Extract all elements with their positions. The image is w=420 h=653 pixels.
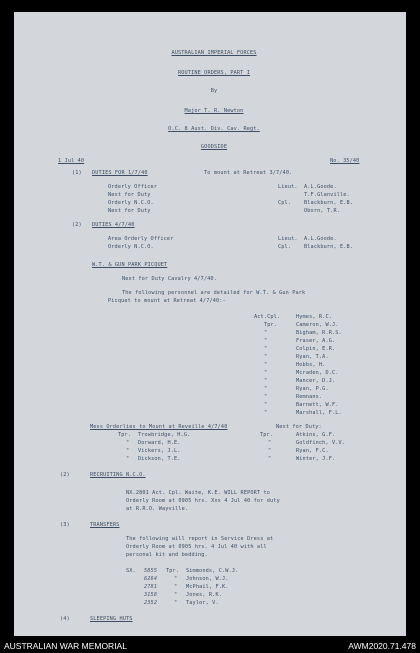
- picquet-name: Cameron, W.J.: [296, 322, 339, 328]
- footer-bar: [0, 640, 420, 653]
- picquet-rank: ": [264, 410, 268, 416]
- picquet-name: Barnett, W.F.: [296, 402, 339, 408]
- picquet-name: Mancer, D.J.: [296, 378, 336, 384]
- picquet-name: Remnans.: [296, 394, 323, 400]
- mess-name: Winter, J.F.: [296, 456, 336, 462]
- header-line5: O.C. 8 Aust. Div. Cav. Regt.: [168, 126, 260, 132]
- picquet-rank: Tpr.: [264, 322, 278, 328]
- transfer-name: Jones, R.K.: [186, 592, 223, 598]
- footer-credit: AUSTRALIAN WAR MEMORIAL: [4, 641, 127, 651]
- picquet-name: Marshall, F.L.: [296, 410, 342, 416]
- duty-role: Orderly N.C.O.: [108, 244, 154, 250]
- picquet-rank: ": [264, 402, 268, 408]
- transfer-rank: ": [174, 584, 178, 590]
- transfer-number: 6264: [144, 576, 158, 582]
- order-number: No. 35/40: [330, 158, 360, 164]
- mess-name: Ryan, F.C.: [296, 448, 329, 454]
- picquet-rank: ": [264, 386, 268, 392]
- section-number: (2): [72, 222, 82, 228]
- duty-rank: Lieut.: [278, 184, 298, 190]
- duty-name: Blackburn, E.B.: [304, 200, 354, 206]
- picquet-name: Ryan, P.G.: [296, 386, 329, 392]
- picquet-rank: Act.Cpl.: [254, 314, 281, 320]
- recruiting-text: NX.2801 Act. Cpl. Waite, K.E. WILL REPORT to: [126, 490, 271, 496]
- transfer-rank: ": [174, 592, 178, 598]
- picquet-rank: ": [264, 378, 268, 384]
- duty-role: Next for Duty: [108, 208, 151, 214]
- mess-rank: ": [126, 448, 130, 454]
- mess-rank: ": [126, 440, 130, 446]
- duty-role: Orderly N.C.O.: [108, 200, 154, 206]
- mess-name: Vickers, J.L.: [138, 448, 181, 454]
- header-line4: Major T. R. Newton: [184, 108, 244, 114]
- header-line1: AUSTRALIAN IMPERIAL FORCES: [171, 50, 257, 56]
- section-title: DUTIES FOR 1/7/40: [92, 170, 148, 176]
- transfer-name: Johnson, W.J.: [186, 576, 229, 582]
- section-title: RECRUITING N.C.O.: [90, 472, 146, 478]
- recruiting-text: Orderly Room at 0905 hrs. Xxx 4 Jul 40 for duty: [126, 498, 280, 504]
- transfer-number: 2781: [144, 584, 158, 590]
- mess-rank: ": [268, 440, 272, 446]
- picquet-rank: ": [264, 354, 268, 360]
- mess-name: Dorward, H.E.: [138, 440, 181, 446]
- picquet-rank: ": [264, 338, 268, 344]
- transfer-name: Taylor, V.: [186, 600, 219, 606]
- section-number: (4): [60, 616, 70, 622]
- picquet-name: Fraser, A.G.: [296, 338, 336, 344]
- mess-name: Goldfinch, V.V.: [296, 440, 346, 446]
- transfer-name: Simmonds, C.W.J.: [186, 568, 239, 574]
- transfer-rank: ": [174, 576, 178, 582]
- mess-name: Atkins, G.F.: [296, 432, 336, 438]
- picquet-intro: Picquet to mount at Retreat 4/7/40:-: [108, 298, 226, 304]
- picquet-rank: ": [264, 394, 268, 400]
- transfer-number: 2352: [144, 600, 158, 606]
- recruiting-text: at R.R.O. Wayville.: [126, 506, 189, 512]
- mess-rank: ": [268, 456, 272, 462]
- transfer-name: McPhail, F.K.: [186, 584, 229, 590]
- duty-name: A.L.Goode.: [304, 236, 337, 242]
- picquet-name: Hobbs, H.: [296, 362, 326, 368]
- order-date: 1 Jul 40: [58, 158, 85, 164]
- transfers-text: personal kit and bedding.: [126, 552, 208, 558]
- header-line2: ROUTINE ORDERS, PART I: [177, 70, 251, 76]
- mess-name: Trowbridge, H.G.: [138, 432, 191, 438]
- header-line6: GOODSIDE: [200, 144, 228, 150]
- transfer-number: 3158: [144, 592, 158, 598]
- footer-accession-number: AWM2020.71.478: [348, 641, 416, 651]
- section-title: DUTIES 4/7/40: [92, 222, 135, 228]
- section-title: SLEEPING HUTS: [90, 616, 133, 622]
- duty-name: T.F.Glanville.: [304, 192, 350, 198]
- duty-name: Blackburn, E.B.: [304, 244, 354, 250]
- picquet-name: Hymes, R.C.: [296, 314, 333, 320]
- section-note: To mount at Retreat 3/7/40.: [204, 170, 293, 176]
- transfer-prefix: SX.: [126, 568, 136, 574]
- duty-role: Orderly Officer: [108, 184, 158, 190]
- mess-rank: Tpr.: [118, 432, 132, 438]
- mess-next-heading: Next for Duty:: [276, 424, 322, 430]
- picquet-rank: ": [264, 362, 268, 368]
- picquet-intro: The following personnel are detailed for W.T. & Gun Park: [122, 290, 306, 296]
- duty-name: Oborn, T.R.: [304, 208, 341, 214]
- mess-rank: ": [126, 456, 130, 462]
- picquet-rank: ": [264, 330, 268, 336]
- mess-rank: ": [268, 448, 272, 454]
- section-title: TRANSFERS: [90, 522, 120, 528]
- mess-name: Dickson, T.E.: [138, 456, 181, 462]
- section-number: (2): [60, 472, 70, 478]
- section-number: (1): [72, 170, 82, 176]
- transfer-number: 5855: [144, 568, 158, 574]
- transfers-text: The following will report in Service Dress at: [126, 536, 274, 542]
- header-line3: By: [210, 88, 218, 94]
- picquet-name: Ryan, T.A.: [296, 354, 329, 360]
- duty-name: A.L.Goode.: [304, 184, 337, 190]
- duty-rank: Lieut.: [278, 236, 298, 242]
- picquet-next: Next for Duty Cavalry 4/7/40.: [122, 276, 217, 282]
- picquet-name: Colpin, E.R.: [296, 346, 336, 352]
- picquet-rank: ": [264, 370, 268, 376]
- transfers-text: Orderly Room at 0905 hrs. 4 Jul 40 with all: [126, 544, 267, 550]
- picquet-name: Bigham, R.R.S.: [296, 330, 342, 336]
- mess-title: Mess Orderlies to Mount at Reveille 4/7/40: [90, 424, 228, 430]
- picquet-title: W.T. & GUN PARK PICQUET: [92, 262, 168, 268]
- duty-role: Area Orderly Officer: [108, 236, 174, 242]
- picquet-rank: ": [264, 346, 268, 352]
- duty-rank: Cpl.: [278, 244, 292, 250]
- mess-rank: Tpr.: [260, 432, 274, 438]
- transfer-rank: ": [174, 600, 178, 606]
- section-number: (3): [60, 522, 70, 528]
- document-page: [14, 12, 406, 636]
- transfer-rank: Tpr.: [166, 568, 180, 574]
- picquet-name: Mcraden, D.C.: [296, 370, 339, 376]
- duty-role: Next for Duty: [108, 192, 151, 198]
- duty-rank: Cpl.: [278, 200, 292, 206]
